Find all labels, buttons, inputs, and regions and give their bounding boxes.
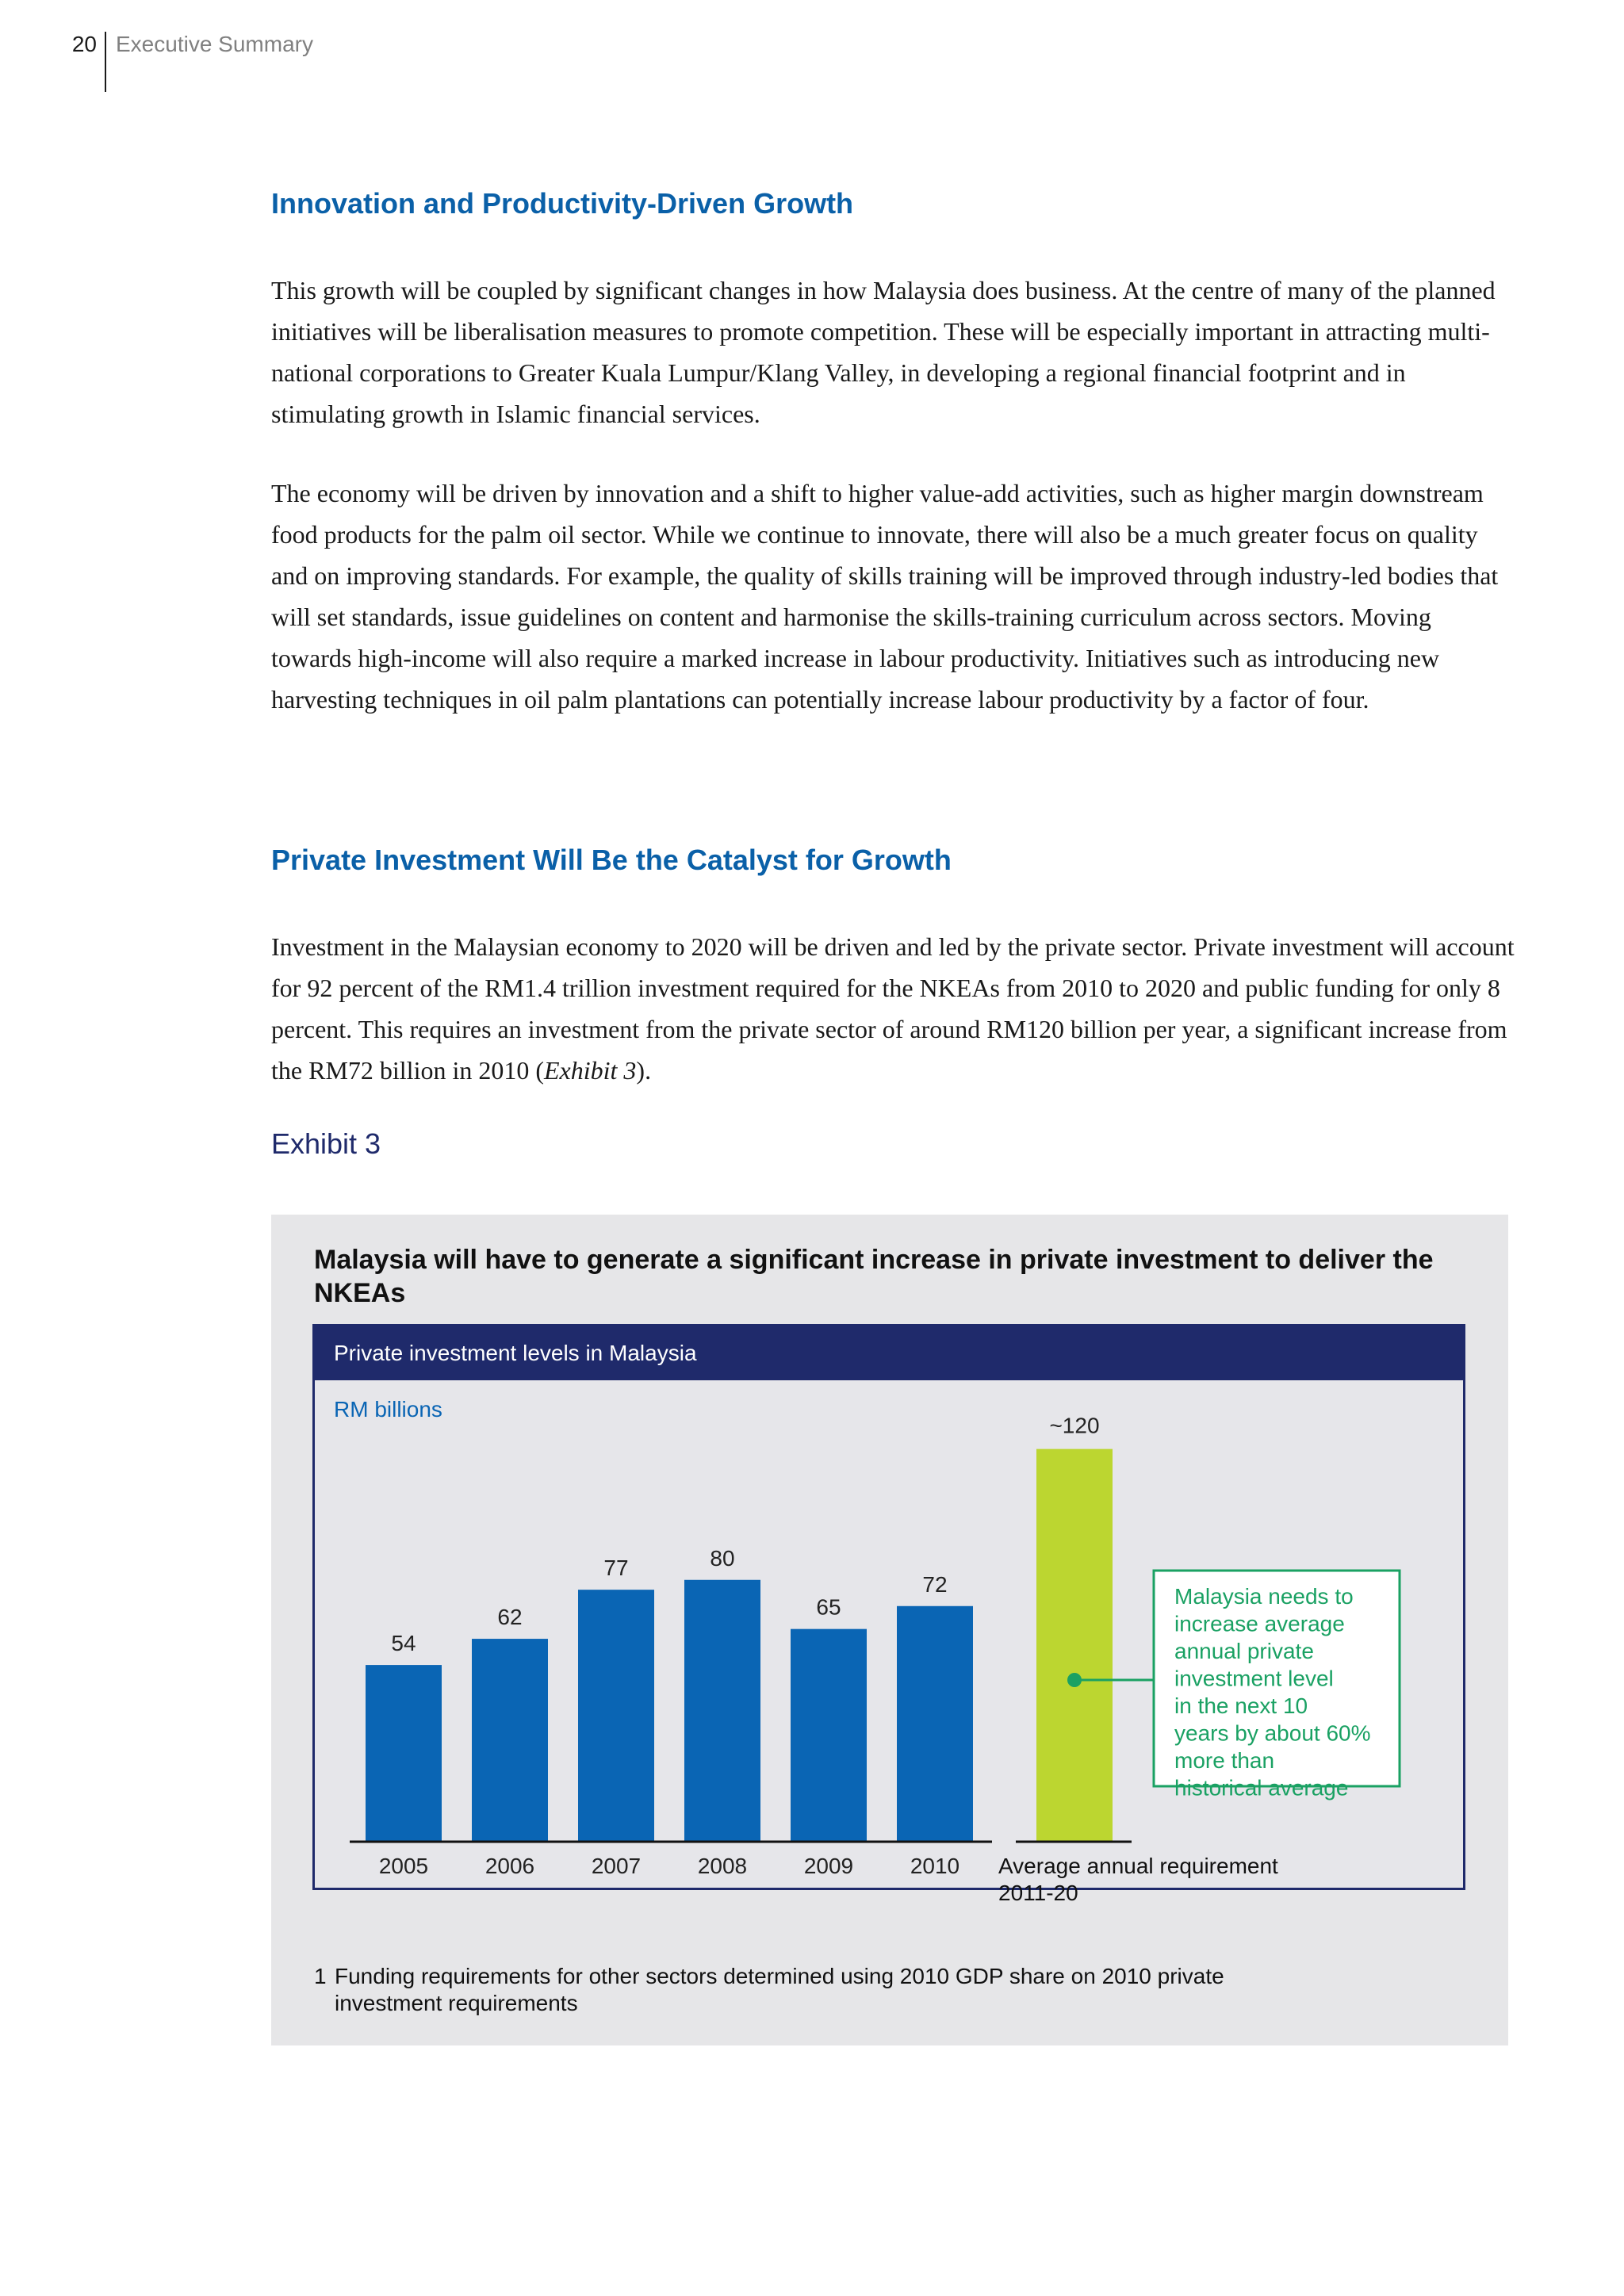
x-tick-label-2006: 2006 <box>485 1854 535 1878</box>
x-tick-label-requirement-line2: 2011-20 <box>998 1881 1078 1905</box>
chart-title: Private investment levels in Malaysia <box>315 1326 1463 1380</box>
bar-average-requirement <box>1036 1449 1113 1842</box>
footnote-text: Funding requirements for other sectors determined using 2010 GDP share on 2010 private investment requirements <box>335 1964 1224 2015</box>
bar-value-label-2010: 72 <box>922 1571 948 1597</box>
bar-value-label-2008: 80 <box>710 1545 735 1571</box>
section-heading-private-investment: Private Investment Will Be the Catalyst for Growth <box>271 844 952 876</box>
header-divider <box>105 32 106 92</box>
exhibit-panel <box>271 1215 1508 2045</box>
section-name: Executive Summary <box>116 32 313 56</box>
exhibit-title: Malaysia will have to generate a significant increase in private investment to deliver the NKEAs <box>314 1245 1434 1308</box>
bar-2008 <box>684 1580 760 1842</box>
annotation-text: Malaysia needs to increase average annual private investment level in the next 10 years by about 60% more than historical average <box>1174 1584 1371 1800</box>
paragraph-private-investment <box>271 926 1516 1091</box>
bar-2009 <box>791 1629 867 1842</box>
section-heading-innovation: Innovation and Productivity-Driven Growth <box>271 187 854 220</box>
y-axis-unit-label: RM billions <box>334 1397 442 1422</box>
bar-value-label-requirement: ~120 <box>1049 1413 1100 1438</box>
bar-2006 <box>472 1639 548 1842</box>
footnote-marker: 1 <box>314 1964 327 1988</box>
bar-value-label-2005: 54 <box>391 1631 416 1656</box>
x-tick-label-2008: 2008 <box>697 1854 748 1878</box>
paragraph-text: Investment in the Malaysian economy to 2020 will be driven and led by the private sector. Private investment will account for 92 percent of the RM1.4 trillion investment required for the NKEAs from 2010 to 2020 and public funding for only 8 percent. This requires an investment from the private sector of around RM120 billion per year, a significant increase from the RM72 billion in 2010 ( <box>271 932 1515 1085</box>
x-tick-label-2005: 2005 <box>378 1854 429 1878</box>
paragraph-innovation: The economy will be driven by innovation and a shift to higher value-add activities, such as higher margin downstream food products for the palm oil sector. While we continue to innovate, there will also be a much greater focus on quality and on improving standards. For example, the quality of skills training will be improved through industry-led bodies that will set standards, issue guidelines on content and harmonise the skills-training curriculum across sectors. Moving towards high-income will also require a marked increase in labour productivity. Initiatives such as introducing new harvesting techniques in oil palm plantations can potentially increase labour productivity by a factor of four. <box>271 479 1499 714</box>
x-tick-label-2007: 2007 <box>591 1854 642 1878</box>
bar-chart <box>315 1380 1463 1905</box>
x-tick-label-requirement-line1: Average annual requirement <box>998 1854 1278 1878</box>
bar-2005 <box>366 1665 442 1842</box>
annotation-dot <box>1067 1673 1082 1687</box>
exhibit-label: Exhibit 3 <box>271 1127 381 1160</box>
x-tick-label-2009: 2009 <box>803 1854 854 1878</box>
bar-2010 <box>897 1606 973 1842</box>
bar-2007 <box>578 1590 654 1842</box>
page-number: 20 <box>71 32 97 56</box>
bar-value-label-2006: 62 <box>497 1605 523 1630</box>
bar-value-label-2007: 77 <box>603 1556 629 1581</box>
paragraph-text-end: ). <box>636 1056 652 1085</box>
exhibit-reference: Exhibit 3 <box>544 1056 637 1085</box>
x-tick-label-2010: 2010 <box>910 1854 960 1878</box>
paragraph-business-changes: This growth will be coupled by significant changes in how Malaysia does business. At the centre of many of the planned initiatives will be liberalisation measures to promote competition. These will be especially important in attracting multi-national corporations to Greater Kuala Lumpur/Klang Valley, in developing a regional financial footprint and in stimulating growth in Islamic financial services. <box>271 276 1496 428</box>
chart-frame <box>312 1324 1465 1905</box>
bar-value-label-2009: 65 <box>816 1594 841 1620</box>
